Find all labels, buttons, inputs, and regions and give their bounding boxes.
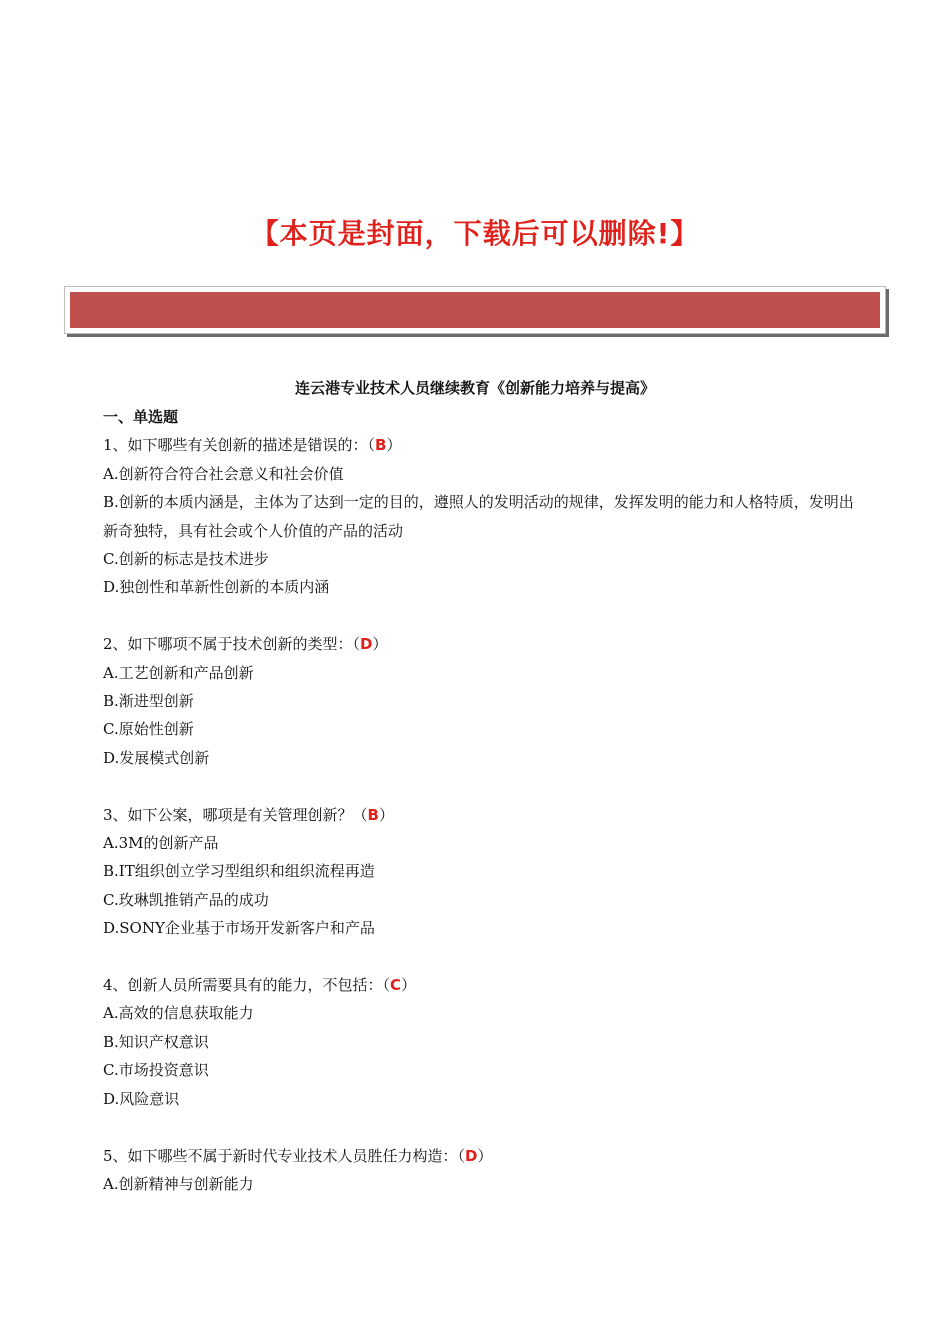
answer-letter: B: [367, 805, 379, 824]
answer-option: B.渐进型创新: [103, 692, 194, 711]
question-stem: [103, 971, 863, 999]
question-text: 2、如下哪项不属于技术创新的类型：（: [103, 635, 361, 654]
document-title: 连云港专业技术人员继续教育《创新能力培养与提高》: [294, 379, 655, 397]
answer-letter: D: [360, 635, 373, 654]
question-block: [103, 1142, 863, 1199]
question-block: [103, 971, 863, 1113]
answer-option: C.原始性创新: [103, 720, 194, 739]
answer-option: B.知识产权意识: [103, 1032, 209, 1051]
answer-letter: C: [390, 976, 402, 995]
answer-option: D.风险意识: [103, 1089, 180, 1108]
answer-letter: D: [465, 1146, 478, 1165]
decorative-banner: [64, 286, 886, 334]
answer-option: C.玫琳凯推销产品的成功: [103, 890, 269, 909]
answer-close-paren: ）: [401, 976, 417, 995]
answer-option: D.SONY企业基于市场开发新客户和产品: [103, 919, 375, 938]
answer-close-paren: ）: [386, 436, 402, 455]
answer-option: D.发展模式创新: [103, 748, 210, 767]
answer-option: A.高效的信息获取能力: [103, 1004, 254, 1023]
answer-option: C.市场投资意识: [103, 1061, 209, 1080]
question-block: [103, 431, 863, 601]
section-heading: 一、单选题: [103, 408, 179, 426]
questions-container: [103, 431, 863, 1198]
answer-option: B.创新的本质内涵是，主体为了达到一定的目的，遵照人的发明活动的规律，发挥发明的能力和人格特质，发明出新奇独特，具有社会或个人价值的产品的活动: [103, 493, 854, 540]
answer-option: B.IT组织创立学习型组织和组织流程再造: [103, 862, 375, 881]
question-text: 3、如下公案，哪项是有关管理创新？（: [103, 805, 368, 824]
question-list: [103, 403, 863, 1227]
answer-option: A.3M的创新产品: [103, 834, 219, 853]
question-text: 1、如下哪些有关创新的描述是错误的：（: [103, 436, 376, 455]
question-stem: [103, 630, 863, 658]
question-block: [103, 630, 863, 772]
answer-option: D.独创性和革新性创新的本质内涵: [103, 578, 330, 597]
question-stem: [103, 1142, 863, 1170]
question-stem: [103, 431, 863, 459]
answer-close-paren: ）: [477, 1146, 493, 1165]
answer-letter: B: [375, 436, 387, 455]
answer-option: C.创新的标志是技术进步: [103, 550, 269, 569]
question-block: [103, 801, 863, 943]
question-stem: [103, 801, 863, 829]
answer-close-paren: ）: [378, 805, 394, 824]
cover-notice: 【本页是封面，下载后可以删除!】: [250, 217, 700, 250]
answer-option: A.创新符合符合社会意义和社会价值: [103, 464, 344, 483]
answer-option: A.工艺创新和产品创新: [103, 663, 254, 682]
question-text: 5、如下哪些不属于新时代专业技术人员胜任力构造：（: [103, 1146, 466, 1165]
question-text: 4、创新人员所需要具有的能力，不包括：（: [103, 976, 391, 995]
answer-option: A.创新精神与创新能力: [103, 1174, 254, 1193]
banner-fill: [70, 292, 880, 328]
answer-close-paren: ）: [372, 635, 388, 654]
